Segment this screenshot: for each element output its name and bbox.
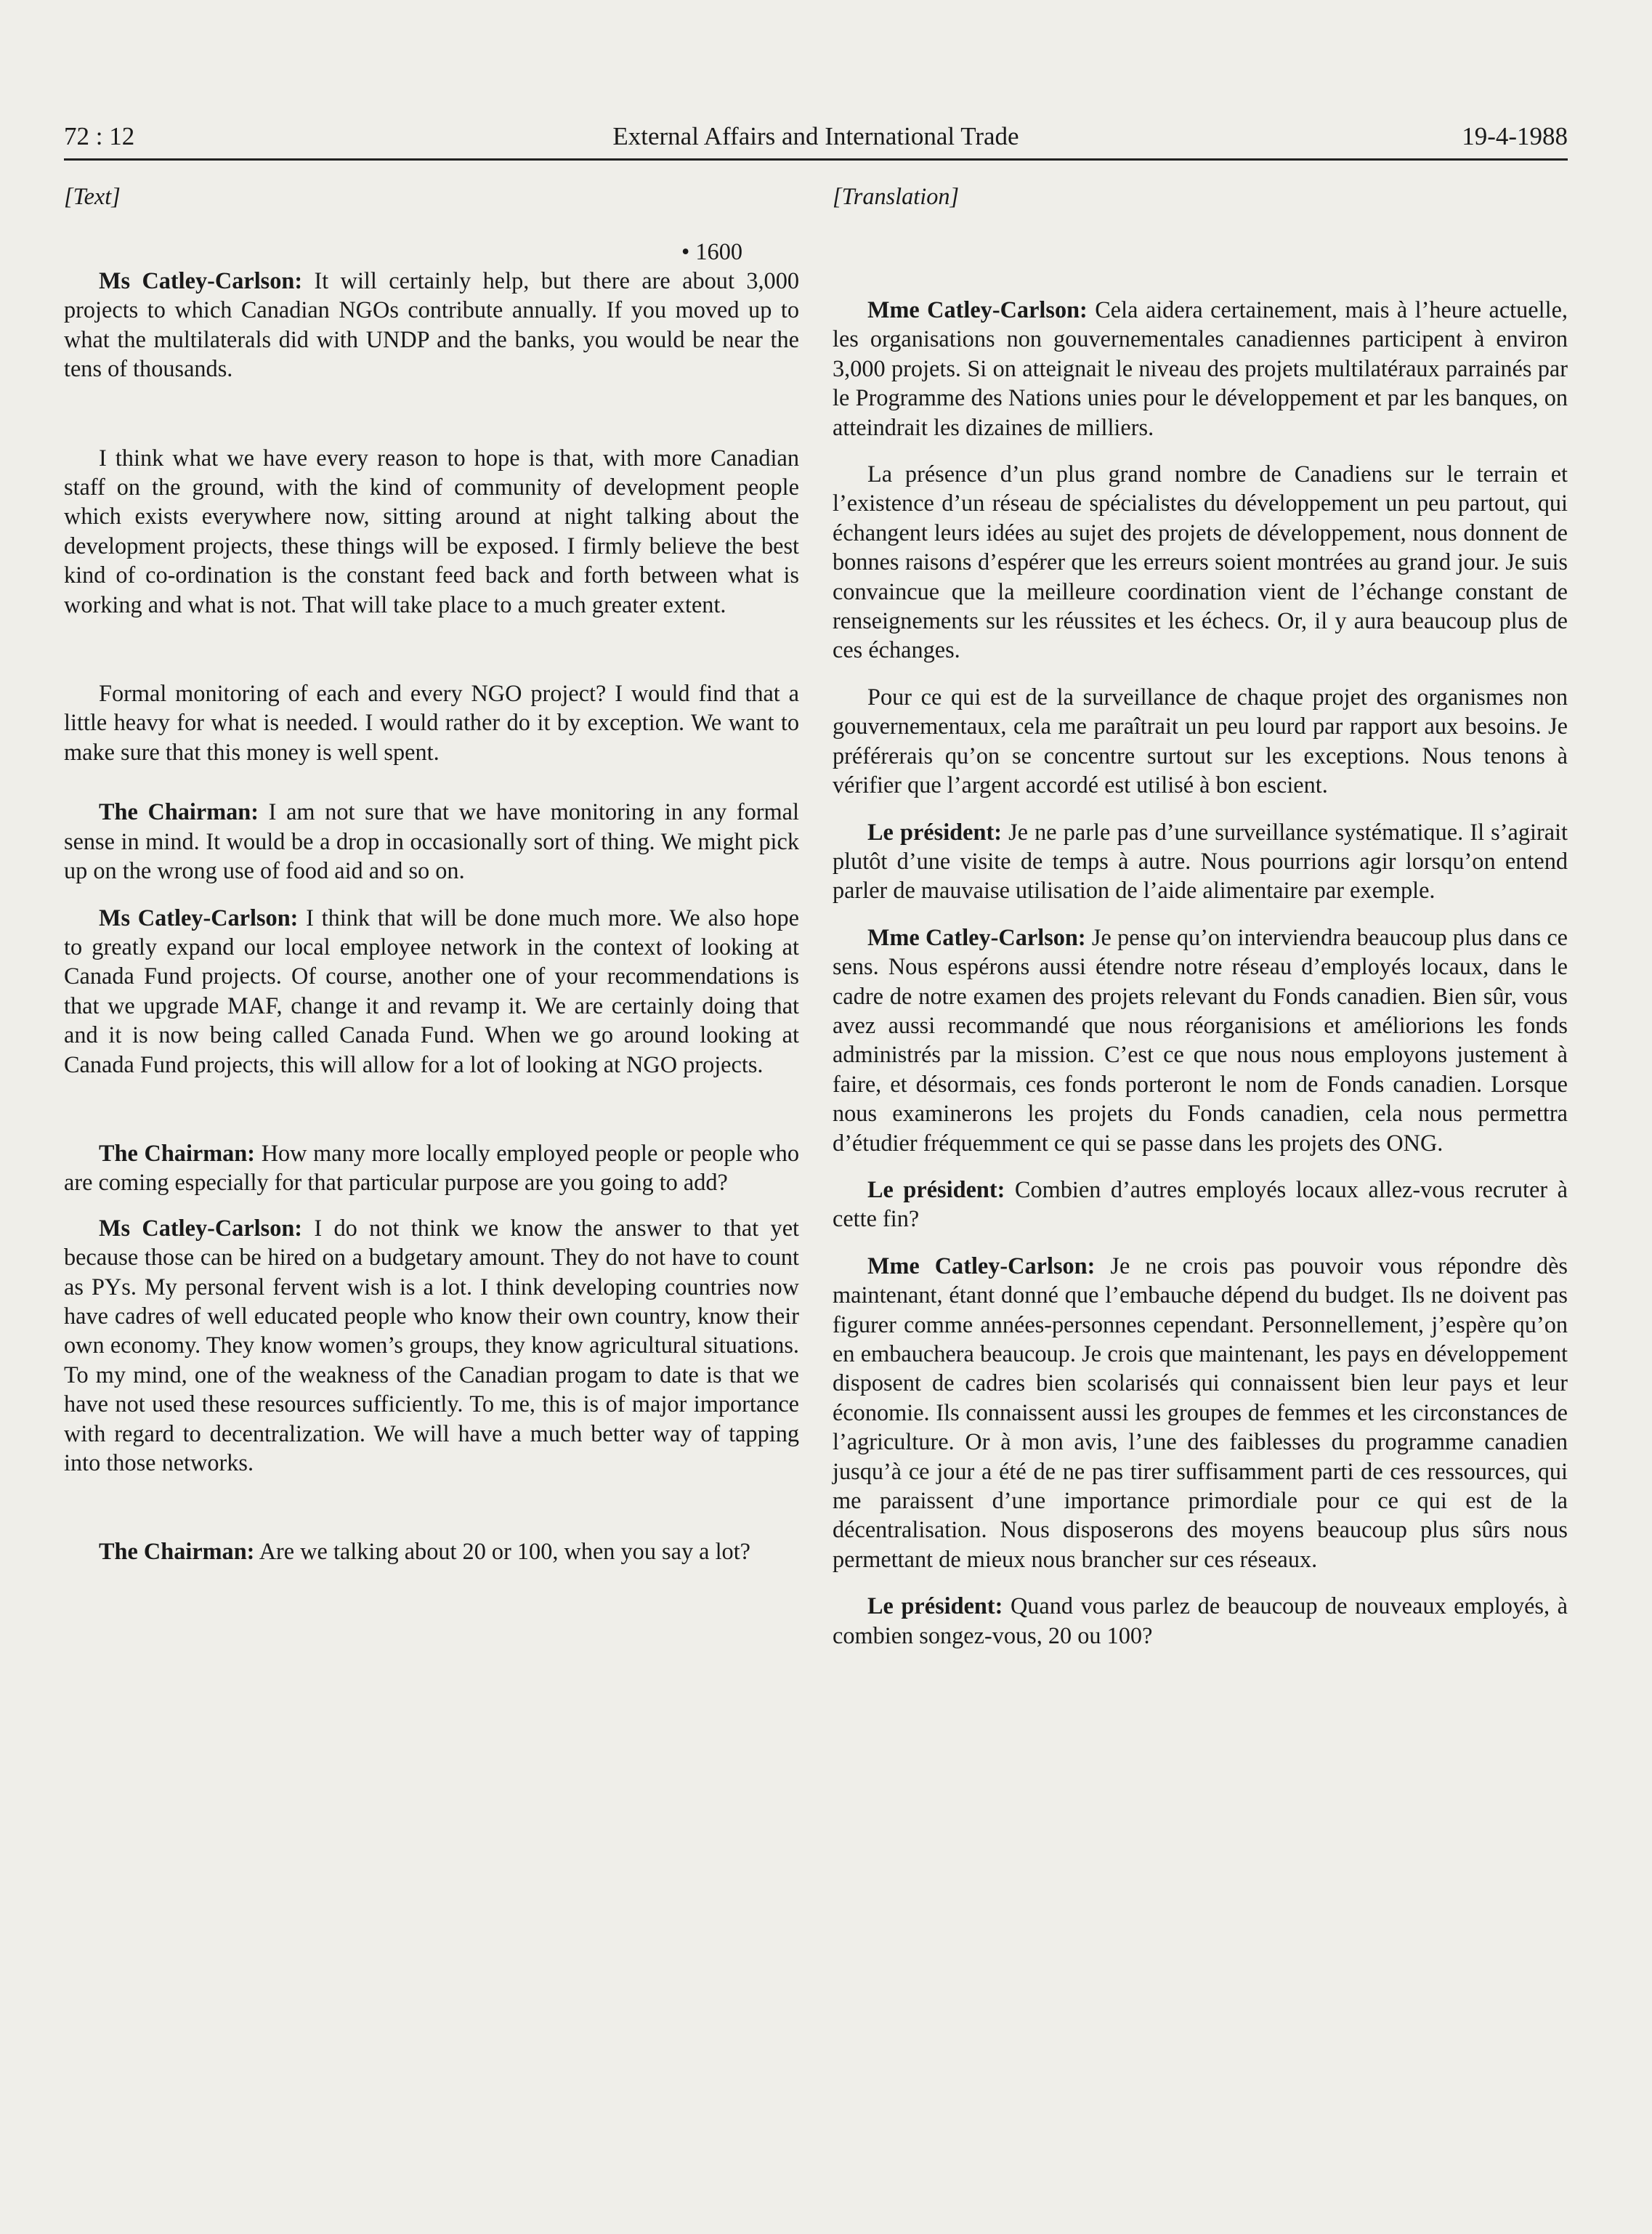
speaker-name: The Chairman:	[99, 1538, 255, 1565]
speech-text: Je ne crois pas pouvoir vous répondre dès maintenant, étant donné que l’embauche dépend du budget. Ils ne doivent pas figurer comme années-personnes cependant. Personnellement, j’espère qu’on en embauchera beaucoup. Je crois que maintenant, les pays en développement disposent de cadres bien scolarisés qui connaissent bien leur pays et leur économie. Ils connaissent aussi les groupes de femmes et les circonstances de l’agriculture. Or à mon avis, l’une des faiblesses du programme canadien jusqu’à ce jour a été de ne pas tirer suffisamment parti de ces ressources, qui me paraissent d’une importance primordiale pour ce qui est de la décentralisation. Nous disposerons des moyens beaucoup plus sûrs nous permettant de mieux nous brancher sur ces réseaux.	[833, 1252, 1568, 1572]
speaker-name: Ms Catley-Carlson:	[99, 904, 299, 931]
speech-text: I am not sure that we have monitoring in any formal sense in mind. It would be a drop in occasionally sort of thing. We might pick up on the wrong use of food aid and so on.	[64, 798, 799, 884]
paragraph	[64, 903, 799, 1079]
speaker-name: The Chairman:	[99, 1139, 256, 1166]
paragraph	[833, 295, 1568, 442]
page-number: 72 : 12	[64, 122, 135, 150]
page-header	[64, 122, 1568, 158]
column-label: [Text]	[64, 183, 121, 209]
paragraph	[833, 1251, 1568, 1574]
page-title: External Affairs and International Trade	[612, 122, 1019, 150]
speaker-name: The Chairman:	[99, 798, 259, 825]
speech-text: Are we talking about 20 or 100, when you say a lot?	[254, 1538, 751, 1565]
paragraph	[833, 1175, 1568, 1234]
french-column	[833, 182, 1568, 1650]
paragraph	[833, 1591, 1568, 1650]
speaker-name: Mme Catley-Carlson:	[867, 923, 1086, 950]
speaker-name: Ms Catley-Carlson:	[99, 267, 303, 294]
paragraph: Pour ce qui est de la surveillance de chaque projet des organismes non gouvernementaux, cela me paraîtrait un peu lourd par rapport aux besoins. Je préférerais qu’on se concentre surtout sur les exceptions. Nous tenons à vérifier que l’argent accordé est utilisé à bon escient.	[833, 683, 1568, 798]
speech-text: How many more locally employed people or people who are coming especially for that particular purpose are you going to add?	[64, 1139, 799, 1196]
speech-text: Cela aidera certainement, mais à l’heure actuelle, les organisations non gouvernementales canadiennes participent à environ 3,000 projets. Si on atteignait le niveau des projets multilatéraux parrainés par le Programme des Nations unies pour le développement et par les banques, on atteindrait les dizaines de milliers.	[833, 296, 1568, 440]
speech-text: Quand vous parlez de beaucoup de nouveaux employés, à combien songez-vous, 20 ou 100?	[833, 1592, 1568, 1648]
paragraph: La présence d’un plus grand nombre de Canadiens sur le terrain et l’existence d’un réseau de spécialistes du développement un peu partout, qui échangent leurs idées au sujet des projets de développement, nous donnent de bonnes raisons d’espérer que les erreurs soient montrées au grand jour. Je suis convaincue que la meilleure coordination vient de l’échange constant de renseignements sur les réussites et les échecs. Or, il y aura beaucoup plus de ces échanges.	[833, 461, 1568, 663]
speech-text: Combien d’autres employés locaux allez-vous recruter à cette fin?	[833, 1175, 1568, 1232]
speaker-name: Mme Catley-Carlson:	[867, 1252, 1096, 1279]
paragraph	[64, 797, 799, 885]
paragraph	[64, 266, 799, 384]
speech-text: I do not think we know the answer to that yet because those can be hired on a budgetary amount. They do not have to count as PYs. My personal fervent wish is a lot. I think developing countries now have cadres of well educated people who know their own country, know their own economy. They know women’s groups, they know agricultural situations. To my mind, one of the weakness of the Canadian progam to date is that we have not used these resources sufficiently. To me, this is of major importance with regard to decentralization. We will have a much better way of tapping into those networks.	[64, 1214, 800, 1476]
paragraph: Formal monitoring of each and every NGO project? I would find that a little heavy for what is needed. I would rather do it by exception. We want to make sure that this money is well spent.	[64, 680, 799, 765]
speaker-name: Le président:	[867, 1175, 1005, 1202]
speaker-name: Le président:	[867, 1592, 1003, 1619]
speaker-name: Ms Catley-Carlson:	[99, 1214, 303, 1241]
column-label: [Translation]	[833, 183, 960, 209]
header-rule	[64, 158, 1568, 161]
speech-text: It will certainly help, but there are about 3,000 projects to which Canadian NGOs contribute annually. If you moved up to what the multilaterals did with UNDP and the banks, you would be near the tens of thousands.	[64, 267, 799, 382]
speech-text: Je ne parle pas d’une surveillance systématique. Il s’agirait plutôt d’une visite de temps à autre. Nous pourrions agir lorsqu’on entend parler de mauvaise utilisation de l’aide alimentaire par exemple.	[833, 818, 1568, 904]
english-column	[64, 182, 799, 1566]
paragraph	[833, 817, 1568, 905]
time-marker: • 1600	[681, 238, 742, 264]
speaker-name: Mme Catley-Carlson:	[867, 296, 1088, 323]
paragraph: I think what we have every reason to hope is that, with more Canadian staff on the ground, with the kind of community of development people which exists everywhere now, sitting around at night talking about the development projects, these things will be exposed. I firmly believe the best kind of co-ordination is the constant feed back and forth between what is working and what is not. That will take place to a much greater extent.	[64, 444, 799, 618]
paragraph	[833, 923, 1568, 1157]
paragraph	[64, 1138, 799, 1197]
speech-text: Je pense qu’on interviendra beaucoup plus dans ce sens. Nous espérons aussi étendre notre réseau d’employés locaux, dans le cadre de notre examen des projets relevant du Fonds canadien. Bien sûr, vous avez aussi recommandé que nous réorganisions et améliorions les fonds administrés par la mission. C’est ce que nous nous employons justement à faire, et désormais, ces fonds porteront le nom de Fonds canadien. Lorsque nous examinerons les projets du Fonds canadien, cela nous permettra d’étudier fréquemment ce qui se passe dans les projets des ONG.	[833, 923, 1568, 1156]
paragraph	[64, 1213, 799, 1478]
paragraph	[64, 1537, 799, 1566]
speech-text: I think that will be done much more. We also hope to greatly expand our local employee network in the context of looking at Canada Fund projects. Of course, another one of your recommendations is that we upgrade MAF, change it and revamp it. We are certainly doing that and it is now being called Canada Fund. When we go around looking at Canada Fund projects, this will allow for a lot of looking at NGO projects.	[64, 904, 799, 1077]
page-date: 19-4-1988	[1462, 122, 1568, 150]
speaker-name: Le président:	[867, 818, 1002, 845]
